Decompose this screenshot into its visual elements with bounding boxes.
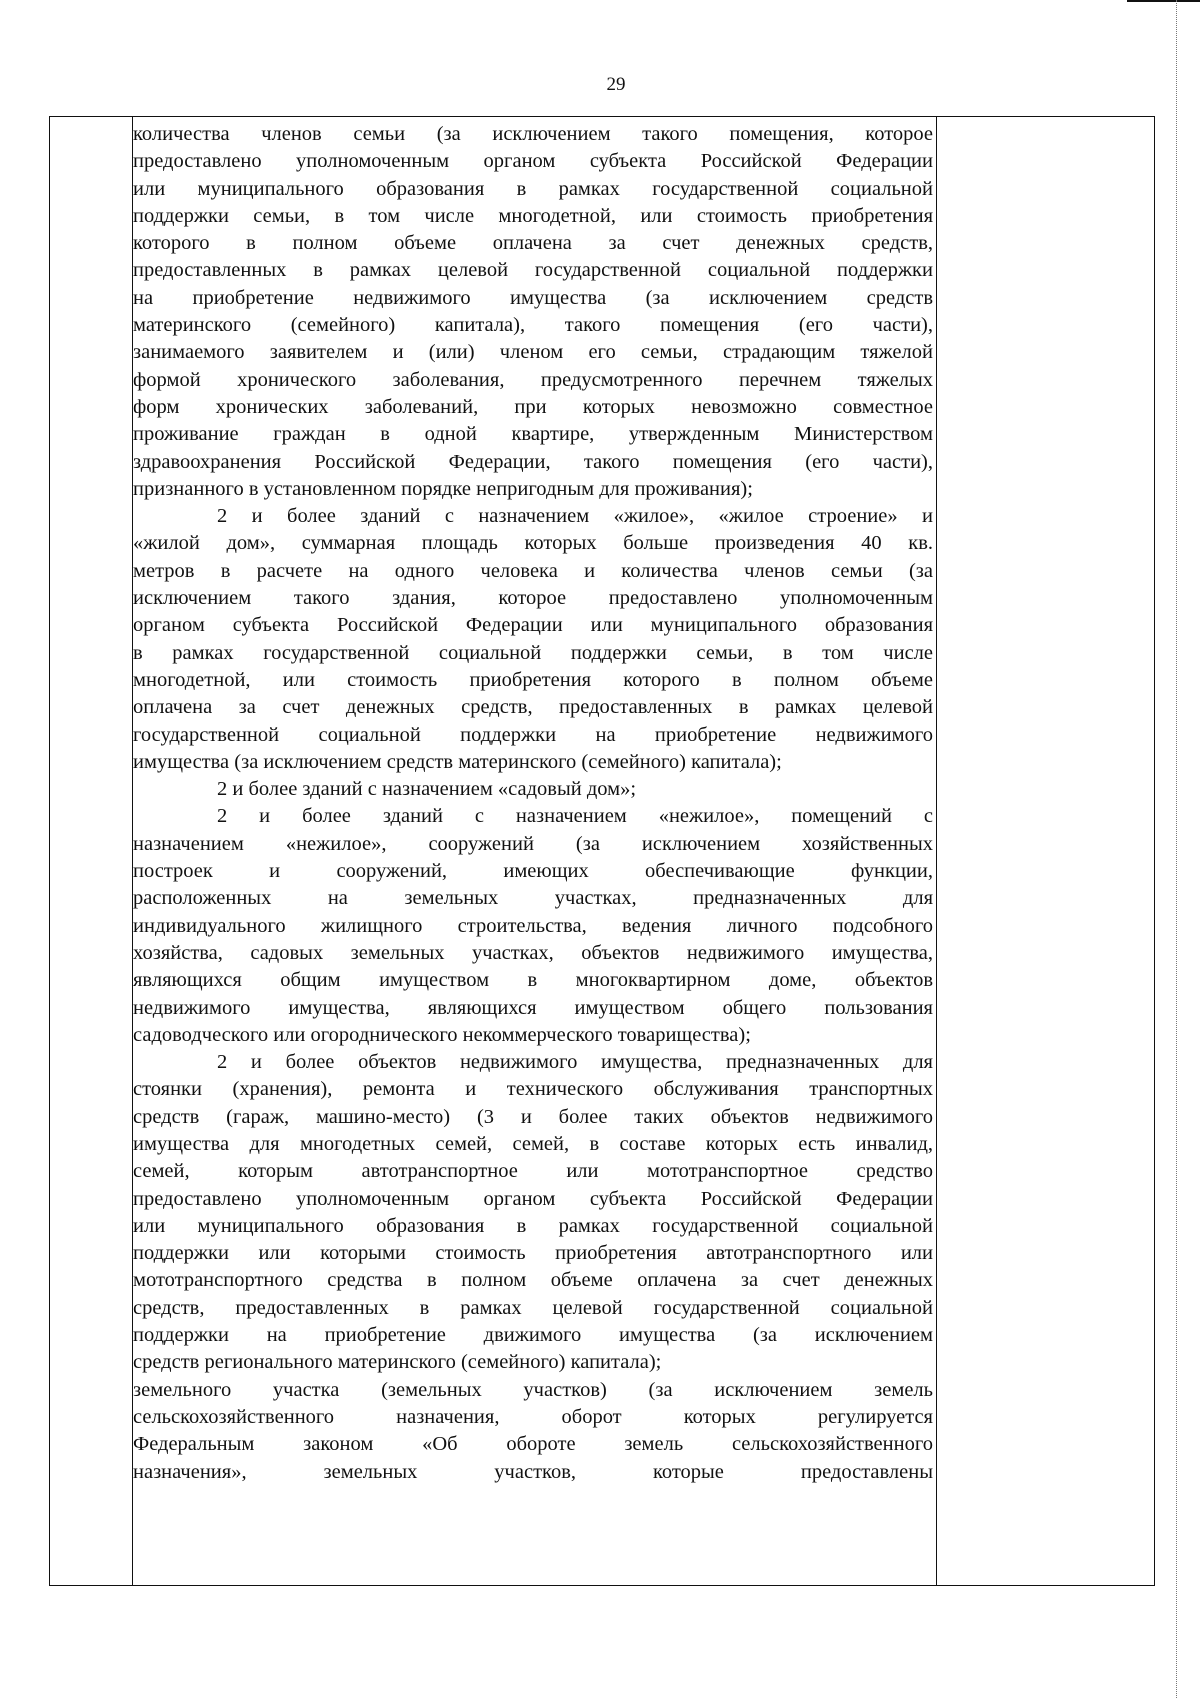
text-line: средств, предоставленных в рамках целевой государственной социальной (133, 1296, 933, 1319)
text-line: расположенных на земельных участках, предназначенных для (133, 887, 933, 910)
text-line: 2 и более зданий с назначением «садовый дом»; (217, 778, 637, 801)
text-line: являющихся общим имуществом в многоквартирном доме, объектов (133, 969, 933, 992)
text-line: семей, которым автотранспортное или мототранспортное средство (133, 1160, 933, 1183)
text-line: или муниципального образования в рамках государственной социальной (133, 177, 933, 200)
text-line: 2 и более зданий с назначением «нежилое», помещений с (217, 805, 933, 828)
text-line: хозяйства, садовых земельных участках, объектов недвижимого имущества, (133, 941, 933, 964)
text-line: оплачена за счет денежных средств, предоставленных в рамках целевой (133, 696, 933, 719)
text-line: проживание граждан в одной квартире, утвержденным Министерством (133, 423, 933, 446)
text-line: 2 и более зданий с назначением «жилое», «жилое строение» и (217, 505, 933, 528)
text-line: сельскохозяйственного назначения, оборот которых регулируется (133, 1405, 933, 1428)
text-line: имущества для многодетных семей, семей, в составе которых есть инвалид, (133, 1132, 933, 1155)
scan-edge-top-rule (1127, 0, 1200, 2)
text-line: стоянки (хранения), ремонта и технического обслуживания транспортных (133, 1078, 933, 1101)
text-line: 2 и более объектов недвижимого имущества, предназначенных для (217, 1051, 933, 1074)
text-line: назначением «нежилое», сооружений (за исключением хозяйственных (133, 832, 933, 855)
text-line: органом субъекта Российской Федерации или муниципального образования (133, 614, 933, 637)
text-line: формой хронического заболевания, предусмотренного перечнем тяжелых (133, 368, 933, 391)
text-line: средств (гараж, машино-место) (3 и более таких объектов недвижимого (133, 1105, 933, 1128)
text-line: материнского (семейного) капитала), такого помещения (его части), (133, 314, 933, 337)
text-line: поддержки на приобретение движимого имущества (за исключением (133, 1324, 933, 1347)
text-line: многодетной, или стоимость приобретения которого в полном объеме (133, 668, 933, 691)
text-line: построек и сооружений, имеющих обеспечивающие функции, (133, 860, 933, 883)
page-number: 29 (606, 74, 626, 95)
text-line: исключением такого здания, которое предоставлено уполномоченным (133, 587, 933, 610)
text-line: поддержки или которыми стоимость приобретения автотранспортного или (133, 1242, 933, 1265)
text-line: в рамках государственной социальной поддержки семьи, в том числе (133, 641, 933, 664)
text-line: средств регионального материнского (семейного) капитала); (133, 1351, 662, 1374)
text-line: поддержки семьи, в том числе многодетной, или стоимость приобретения (133, 204, 933, 227)
text-line: форм хронических заболеваний, при которых невозможно совместное (133, 395, 933, 418)
text-line: назначения», земельных участков, которые предоставлены (133, 1460, 933, 1483)
text-line: недвижимого имущества, являющихся имуществом общего пользования (133, 996, 933, 1019)
text-line: или муниципального образования в рамках государственной социальной (133, 1214, 933, 1237)
text-line: здравоохранения Российской Федерации, такого помещения (его части), (133, 450, 933, 473)
text-line: признанного в установленном порядке непригодным для проживания); (133, 477, 753, 500)
text-line: государственной социальной поддержки на приобретение недвижимого (133, 723, 933, 746)
table-column-divider-right (936, 117, 937, 1585)
text-line: предоставлено уполномоченным органом субъекта Российской Федерации (133, 1187, 933, 1210)
text-line: занимаемого заявителем и (или) членом его семьи, страдающим тяжелой (133, 341, 933, 364)
text-line: предоставленных в рамках целевой государственной социальной поддержки (133, 259, 933, 282)
text-line: предоставлено уполномоченным органом субъекта Российской Федерации (133, 150, 933, 173)
text-line: которого в полном объеме оплачена за счет денежных средств, (133, 232, 933, 255)
scan-edge-right-rule (1176, 0, 1178, 1698)
text-line: Федеральным законом «Об обороте земель сельскохозяйственного (133, 1433, 933, 1456)
text-column (133, 121, 933, 1486)
text-line: «жилой дом», суммарная площадь которых больше произведения 40 кв. (133, 532, 933, 555)
text-line: имущества (за исключением средств материнского (семейного) капитала); (133, 750, 782, 773)
text-line: метров в расчете на одного человека и количества членов семьи (за (133, 559, 933, 582)
text-line: количества членов семьи (за исключением такого помещения, которое (133, 123, 933, 145)
text-line: садоводческого или огороднического некоммерческого товарищества); (133, 1023, 751, 1046)
text-line: земельного участка (земельных участков) (за исключением земель (133, 1378, 933, 1401)
text-line: на приобретение недвижимого имущества (за исключением средств (133, 286, 933, 309)
text-line: индивидуального жилищного строительства, ведения личного подсобного (133, 914, 933, 937)
text-line: мототранспортного средства в полном объеме оплачена за счет денежных (133, 1269, 933, 1292)
